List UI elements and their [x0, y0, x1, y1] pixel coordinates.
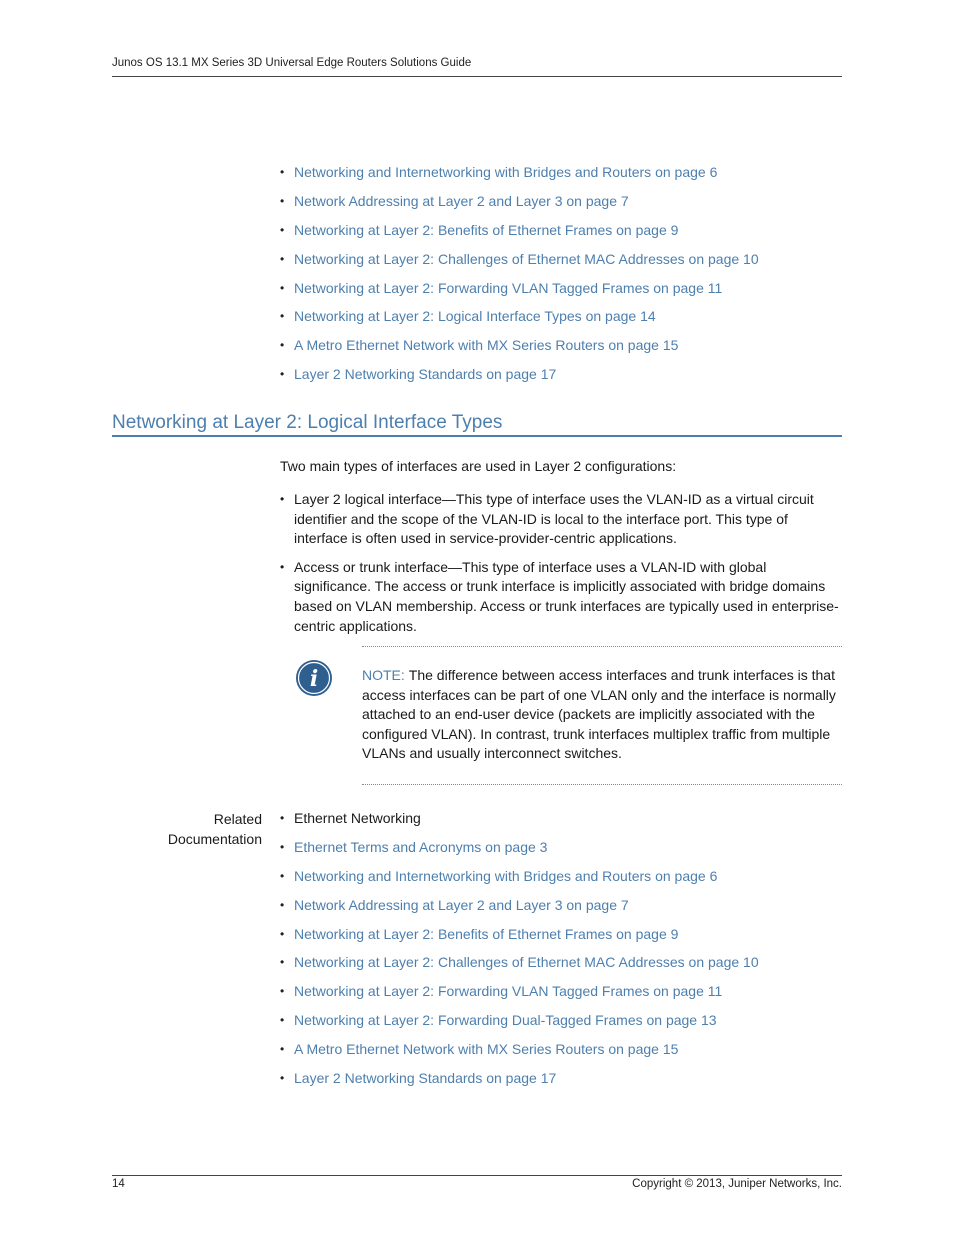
note-label: NOTE:	[362, 667, 405, 683]
bullet-icon: •	[280, 338, 285, 353]
doc-link[interactable]: Networking and Internetworking with Bridges and Routers on page 6	[294, 164, 718, 180]
bullet-icon: •	[280, 193, 285, 208]
bullet-icon: •	[280, 811, 285, 825]
footer-divider	[112, 1175, 842, 1176]
related-link-list	[280, 809, 842, 1098]
bullet-icon: •	[280, 1013, 285, 1028]
bullet-icon: •	[280, 251, 285, 266]
info-icon	[295, 659, 333, 697]
bullet-icon: •	[280, 222, 285, 237]
doc-link[interactable]: Networking at Layer 2: Forwarding VLAN Tagged Frames on page 11	[294, 279, 723, 296]
interface-type-list	[280, 490, 844, 645]
doc-link[interactable]: Networking at Layer 2: Challenges of Ethernet MAC Addresses on page 10	[294, 954, 759, 971]
doc-link[interactable]: A Metro Ethernet Network with MX Series Routers on page 15	[294, 337, 679, 354]
list-item	[280, 307, 842, 325]
bullet-icon: •	[280, 280, 285, 295]
related-label-line: Related	[213, 811, 262, 827]
related-label-line: Documentation	[167, 831, 262, 847]
doc-link[interactable]: Networking at Layer 2: Benefits of Ethernet Frames on page 9	[294, 925, 679, 942]
bullet-icon: •	[280, 926, 285, 941]
doc-link[interactable]: Layer 2 Networking Standards on page 17	[294, 1070, 557, 1087]
doc-link[interactable]: Networking at Layer 2: Benefits of Ethernet Frames on page 9	[294, 221, 679, 238]
note-top-divider	[362, 646, 842, 647]
section-divider	[112, 435, 842, 437]
bullet-icon: •	[280, 1071, 285, 1086]
list-item	[280, 867, 842, 885]
intro-paragraph: Two main types of interfaces are used in Layer 2 configurations:	[280, 458, 677, 474]
list-item	[280, 838, 842, 856]
doc-link[interactable]: Ethernet Terms and Acronyms on page 3	[294, 838, 548, 855]
note-bottom-divider	[362, 784, 842, 785]
list-item	[280, 279, 842, 297]
bullet-icon: •	[280, 868, 285, 883]
running-header: Junos OS 13.1 MX Series 3D Universal Edge Routers Solutions Guide	[112, 57, 472, 69]
list-item	[280, 250, 842, 268]
list-item-text: Access or trunk interface—This type of interface uses a VLAN-ID with global significance. The access or trunk interface is implicitly associated with bridge domains based on VLAN membership. Access or trunk interfaces are typically used in enterprise-centric applications.	[294, 558, 839, 634]
doc-link[interactable]: A Metro Ethernet Network with MX Series Routers on page 15	[294, 1041, 679, 1058]
doc-link[interactable]: Network Addressing at Layer 2 and Layer 3 on page 7	[294, 192, 629, 209]
section-heading: Networking at Layer 2: Logical Interface Types	[112, 412, 503, 433]
top-link-list	[280, 163, 842, 394]
list-item	[280, 982, 842, 1000]
list-item	[280, 365, 842, 383]
doc-link[interactable]: Networking at Layer 2: Challenges of Ethernet MAC Addresses on page 10	[294, 250, 759, 267]
doc-link[interactable]: Network Addressing at Layer 2 and Layer 3 on page 7	[294, 896, 629, 913]
note-body: The difference between access interfaces and trunk interfaces is that access interfaces can be part of one VLAN only and the interface is normally attached to an end-user device (packets are implicitly associated with the configured VLAN). In contrast, trunk interfaces multiplex traffic from multiple VLANs and usually interconnect switches.	[362, 667, 836, 762]
note-block	[362, 666, 844, 764]
list-item	[280, 953, 842, 971]
bullet-icon: •	[280, 955, 285, 970]
related-documentation-label	[112, 809, 262, 849]
copyright-notice: Copyright © 2013, Juniper Networks, Inc.	[632, 1178, 842, 1190]
list-item	[280, 896, 842, 914]
bullet-icon: •	[280, 309, 285, 324]
bullet-icon: •	[280, 1042, 285, 1057]
list-item	[280, 1069, 842, 1087]
bullet-icon: •	[280, 559, 285, 574]
list-item	[280, 221, 842, 239]
doc-link[interactable]: Networking at Layer 2: Logical Interface Types on page 14	[294, 308, 656, 325]
list-item	[280, 490, 844, 549]
doc-link[interactable]: Layer 2 Networking Standards on page 17	[294, 366, 557, 383]
bullet-icon: •	[280, 492, 285, 506]
related-item-text: Ethernet Networking	[294, 810, 421, 826]
svg-text:i: i	[309, 666, 319, 692]
list-item	[280, 558, 844, 636]
list-item	[280, 192, 842, 210]
list-item	[280, 163, 842, 181]
doc-link[interactable]: Networking and Internetworking with Bridges and Routers on page 6	[294, 867, 718, 884]
header-divider	[112, 76, 842, 77]
list-item	[280, 1011, 842, 1029]
page-number: 14	[112, 1178, 125, 1190]
list-item	[280, 809, 842, 827]
list-item	[280, 925, 842, 943]
list-item	[280, 1040, 842, 1058]
bullet-icon: •	[280, 367, 285, 382]
doc-link[interactable]: Networking at Layer 2: Forwarding VLAN Tagged Frames on page 11	[294, 983, 723, 1000]
bullet-icon: •	[280, 897, 285, 912]
bullet-icon: •	[280, 165, 285, 179]
bullet-icon: •	[280, 984, 285, 999]
list-item-text: Layer 2 logical interface—This type of interface uses the VLAN-ID as a virtual circuit identifier and the scope of the VLAN-ID is local to the interface port. This type of interface is often used in service-provider-centric applications.	[294, 491, 814, 547]
bullet-icon: •	[280, 839, 285, 854]
list-item	[280, 336, 842, 354]
doc-link[interactable]: Networking at Layer 2: Forwarding Dual-Tagged Frames on page 13	[294, 1012, 717, 1029]
